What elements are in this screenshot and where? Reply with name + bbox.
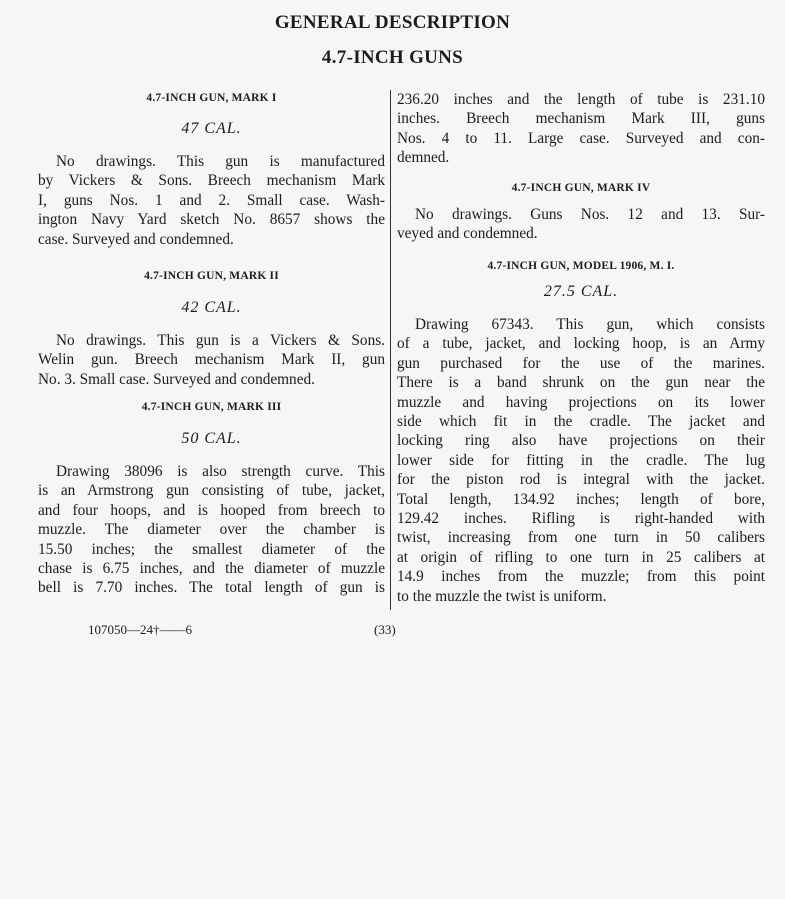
text-line: veyed and condemned. [397,225,538,243]
text-line: Nos. 4 to 11. Large case. Surveyed and con- [397,129,765,147]
text-line: There is a band shrunk on the gun near the [397,374,765,392]
section-heading: 4.7-INCH GUN, MODEL 1906, M. I. [487,260,675,272]
text-line: ington Navy Yard sketch No. 8657 shows the [38,211,385,229]
text-line: I, guns Nos. 1 and 2. Small case. Wash- [38,191,385,209]
text-line: lower side for fitting in the cradle. The lug [397,451,765,469]
text-line: locking ring also have projections on their [397,432,765,450]
text-line: is an Armstrong gun consisting of tube, jacket, [38,482,385,500]
text-line: twist, increasing from one turn in 50 calibers [397,529,765,547]
text-line: by Vickers & Sons. Breech mechanism Mark [38,172,385,190]
text-line: Total length, 134.92 inches; length of bore, [397,490,765,508]
text-line: No drawings. This gun is manufactured [56,153,385,170]
page-number: (33) [374,622,396,637]
text-line: 15.50 inches; the smallest diameter of the [38,540,385,558]
text-line: No drawings. Guns Nos. 12 and 13. Sur- [415,206,765,223]
text-line: muzzle. The diameter over the chamber is [38,521,385,539]
text-line: bell is 7.70 inches. The total length of gun is [38,579,385,597]
caliber-label: 42 CAL. [181,299,242,316]
section-heading: 4.7-INCH GUN, MARK III [141,401,282,413]
text-line: 236.20 inches and the length of tube is 231.10 [397,91,765,108]
column-divider [390,90,391,610]
text-line: No drawings. This gun is a Vickers & Sons. [56,332,385,349]
section-heading: 4.7-INCH GUN, MARK II [144,270,279,282]
text-line: No. 3. Small case. Surveyed and condemned. [38,370,315,388]
text-line: side which fit in the cradle. The jacket and [397,413,765,430]
text-line: muzzle and having projections on its lower [397,393,765,411]
text-line: to the muzzle the twist is uniform. [397,587,607,605]
text-line: demned. [397,149,450,167]
caliber-label: 47 CAL. [181,120,242,137]
print-code: 107050—24†——6 [88,622,192,637]
text-line: chase is 6.75 inches, and the diameter of muzzle [38,560,385,577]
text-line: at origin of rifling to one turn in 25 calibers at [397,548,765,566]
text-line: Drawing 67343. This gun, which consists [415,316,765,333]
page-title: GENERAL DESCRIPTION [274,12,511,33]
text-line: 14.9 inches from the muzzle; from this point [397,568,765,586]
text-line: case. Surveyed and condemned. [38,230,234,248]
text-line: 129.42 inches. Rifling is right-handed with [397,510,765,527]
section-title: 4.7-INCH GUNS [321,47,464,68]
text-line: inches. Breech mechanism Mark III, guns [397,110,765,128]
section-heading: 4.7-INCH GUN, MARK IV [511,182,651,194]
text-line: and four hoops, and is hooped from breech to [38,501,385,519]
caliber-label: 50 CAL. [181,430,242,447]
caliber-label: 27.5 CAL. [543,283,619,300]
text-line: of a tube, jacket, and locking hoop, is an Army [397,335,765,353]
text-line: for the piston rod is integral with the jacket. [397,471,765,489]
text-line: Drawing 38096 is also strength curve. This [56,463,385,480]
section-heading: 4.7-INCH GUN, MARK I [146,92,277,104]
text-line: Welin gun. Breech mechanism Mark II, gun [38,351,385,369]
text-line: gun purchased for the use of the marines. [397,354,765,372]
